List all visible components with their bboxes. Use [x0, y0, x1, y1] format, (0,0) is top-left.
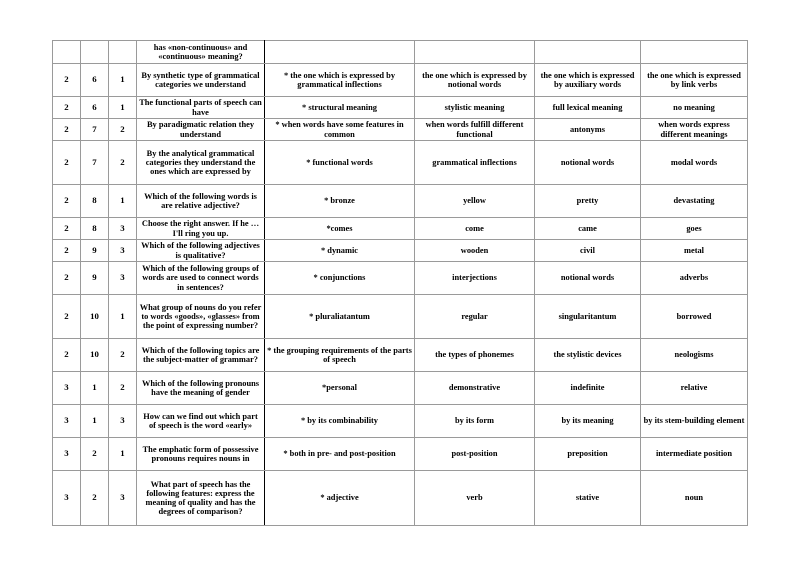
- option-2: wooden: [415, 240, 535, 262]
- option-3: [535, 41, 641, 64]
- correct-answer: * the grouping requirements of the parts of speech: [265, 339, 415, 372]
- option-4: [641, 41, 748, 64]
- table-row: [53, 185, 748, 218]
- correct-answer: * bronze: [265, 185, 415, 218]
- option-4: devastating: [641, 185, 748, 218]
- option-4: no meaning: [641, 97, 748, 119]
- option-2: regular: [415, 295, 535, 339]
- option-3: notional words: [535, 141, 641, 185]
- option-4: intermediate position: [641, 438, 748, 471]
- table-row: [53, 471, 748, 526]
- col-level: 1: [109, 438, 137, 471]
- table-row: [53, 141, 748, 185]
- table-row: [53, 405, 748, 438]
- option-2: by its form: [415, 405, 535, 438]
- correct-answer: * functional words: [265, 141, 415, 185]
- option-2: interjections: [415, 262, 535, 295]
- question-text: What group of nouns do you refer to words «goods», «glasses» from the point of expressing number?: [137, 295, 265, 339]
- option-2: the one which is expressed by notional words: [415, 64, 535, 97]
- question-text: The functional parts of speech can have: [137, 97, 265, 119]
- option-2: yellow: [415, 185, 535, 218]
- col-level: 1: [109, 97, 137, 119]
- question-text: Which of the following groups of words are used to connect words in sentences?: [137, 262, 265, 295]
- correct-answer: * the one which is expressed by grammatical inflections: [265, 64, 415, 97]
- correct-answer: *comes: [265, 218, 415, 240]
- option-3: indefinite: [535, 372, 641, 405]
- option-3: civil: [535, 240, 641, 262]
- option-4: borrowed: [641, 295, 748, 339]
- col-topic: 10: [81, 295, 109, 339]
- option-2: grammatical inflections: [415, 141, 535, 185]
- table-row: [53, 97, 748, 119]
- col-topic: 2: [81, 471, 109, 526]
- col-section: 2: [53, 295, 81, 339]
- option-2: post-position: [415, 438, 535, 471]
- option-3: came: [535, 218, 641, 240]
- col-level: 1: [109, 295, 137, 339]
- option-4: when words express different meanings: [641, 119, 748, 141]
- col-topic: 7: [81, 141, 109, 185]
- option-2: come: [415, 218, 535, 240]
- table-row: [53, 262, 748, 295]
- option-3: the stylistic devices: [535, 339, 641, 372]
- option-4: adverbs: [641, 262, 748, 295]
- correct-answer: * conjunctions: [265, 262, 415, 295]
- option-3: notional words: [535, 262, 641, 295]
- col-topic: 7: [81, 119, 109, 141]
- question-table-body: [53, 41, 748, 526]
- table-row: [53, 240, 748, 262]
- question-text: How can we find out which part of speech is the word «early»: [137, 405, 265, 438]
- correct-answer: [265, 41, 415, 64]
- question-text: By the analytical grammatical categories they understand the ones which are expressed by: [137, 141, 265, 185]
- option-2: the types of phonemes: [415, 339, 535, 372]
- col-level: 3: [109, 262, 137, 295]
- col-section: 2: [53, 262, 81, 295]
- col-topic: 8: [81, 185, 109, 218]
- option-4: noun: [641, 471, 748, 526]
- correct-answer: * pluraliatantum: [265, 295, 415, 339]
- col-level: 2: [109, 339, 137, 372]
- table-row: [53, 218, 748, 240]
- option-4: by its stem-building element: [641, 405, 748, 438]
- option-2: when words fulfill different functional: [415, 119, 535, 141]
- col-level: 3: [109, 240, 137, 262]
- option-4: goes: [641, 218, 748, 240]
- table-row: [53, 372, 748, 405]
- col-topic: 9: [81, 240, 109, 262]
- col-topic: 1: [81, 405, 109, 438]
- correct-answer: * dynamic: [265, 240, 415, 262]
- question-text: Which of the following words is are relative adjective?: [137, 185, 265, 218]
- option-4: neologisms: [641, 339, 748, 372]
- col-section: 2: [53, 97, 81, 119]
- col-level: 3: [109, 218, 137, 240]
- col-section: 2: [53, 240, 81, 262]
- option-4: the one which is expressed by link verbs: [641, 64, 748, 97]
- correct-answer: * both in pre- and post-position: [265, 438, 415, 471]
- question-text: By synthetic type of grammatical categories we understand: [137, 64, 265, 97]
- question-text: What part of speech has the following features: express the meaning of quality and has the degrees of comparison?: [137, 471, 265, 526]
- correct-answer: * structural meaning: [265, 97, 415, 119]
- question-text: By paradigmatic relation they understand: [137, 119, 265, 141]
- col-level: [109, 41, 137, 64]
- option-3: antonyms: [535, 119, 641, 141]
- question-text: has «non-continuous» and «continuous» meaning?: [137, 41, 265, 64]
- correct-answer: * adjective: [265, 471, 415, 526]
- question-text: Which of the following adjectives is qualitative?: [137, 240, 265, 262]
- option-2: verb: [415, 471, 535, 526]
- col-level: 2: [109, 372, 137, 405]
- table-row: [53, 119, 748, 141]
- correct-answer: * when words have some features in common: [265, 119, 415, 141]
- question-text: Choose the right answer. If he … I'll ring you up.: [137, 218, 265, 240]
- col-level: 1: [109, 64, 137, 97]
- col-section: 2: [53, 185, 81, 218]
- col-topic: 6: [81, 97, 109, 119]
- col-section: 2: [53, 64, 81, 97]
- question-text: Which of the following topics are the subject-matter of grammar?: [137, 339, 265, 372]
- option-2: [415, 41, 535, 64]
- correct-answer: * by its combinability: [265, 405, 415, 438]
- option-4: relative: [641, 372, 748, 405]
- option-3: by its meaning: [535, 405, 641, 438]
- col-level: 3: [109, 471, 137, 526]
- col-section: 3: [53, 405, 81, 438]
- question-text: The emphatic form of possessive pronouns requires nouns in: [137, 438, 265, 471]
- col-section: 3: [53, 471, 81, 526]
- correct-answer: *personal: [265, 372, 415, 405]
- option-3: singularitantum: [535, 295, 641, 339]
- col-section: [53, 41, 81, 64]
- table-row: [53, 295, 748, 339]
- table-row: [53, 64, 748, 97]
- option-3: the one which is expressed by auxiliary words: [535, 64, 641, 97]
- col-topic: 10: [81, 339, 109, 372]
- col-section: 2: [53, 141, 81, 185]
- col-topic: [81, 41, 109, 64]
- option-3: full lexical meaning: [535, 97, 641, 119]
- table-row: [53, 438, 748, 471]
- col-section: 3: [53, 438, 81, 471]
- option-3: preposition: [535, 438, 641, 471]
- col-section: 3: [53, 372, 81, 405]
- col-topic: 8: [81, 218, 109, 240]
- option-3: stative: [535, 471, 641, 526]
- col-topic: 9: [81, 262, 109, 295]
- col-level: 2: [109, 141, 137, 185]
- col-topic: 2: [81, 438, 109, 471]
- col-level: 2: [109, 119, 137, 141]
- question-text: Which of the following pronouns have the meaning of gender: [137, 372, 265, 405]
- option-4: metal: [641, 240, 748, 262]
- option-3: pretty: [535, 185, 641, 218]
- col-section: 2: [53, 119, 81, 141]
- col-topic: 1: [81, 372, 109, 405]
- col-topic: 6: [81, 64, 109, 97]
- col-section: 2: [53, 218, 81, 240]
- col-level: 3: [109, 405, 137, 438]
- option-4: modal words: [641, 141, 748, 185]
- col-level: 1: [109, 185, 137, 218]
- option-2: stylistic meaning: [415, 97, 535, 119]
- option-2: demonstrative: [415, 372, 535, 405]
- col-section: 2: [53, 339, 81, 372]
- table-row: [53, 41, 748, 64]
- question-table: [52, 40, 748, 526]
- table-row: [53, 339, 748, 372]
